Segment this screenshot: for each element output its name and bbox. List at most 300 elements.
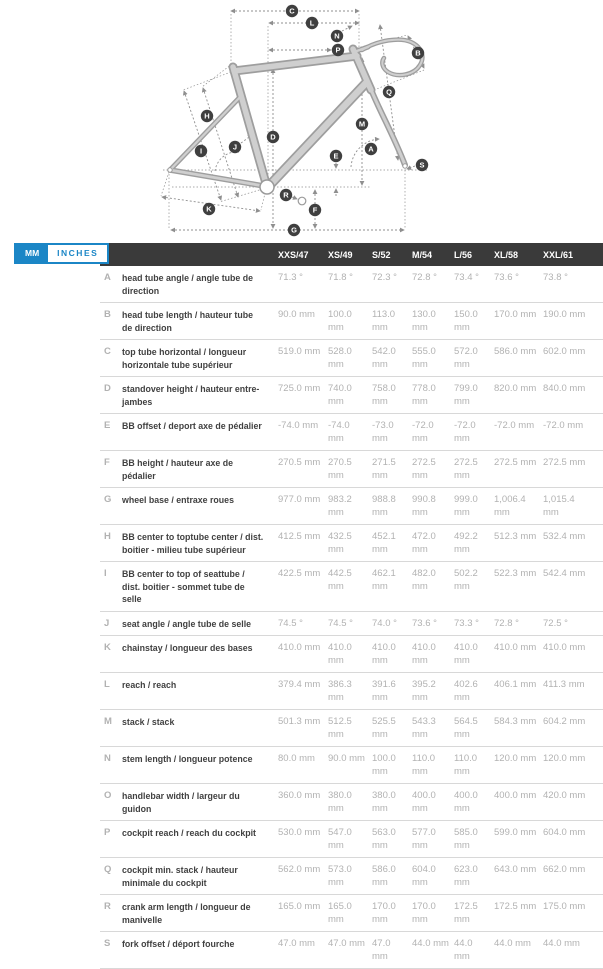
size-value-cell: [454, 303, 494, 340]
size-value-cell: [494, 895, 543, 932]
size-value: 100.0 mm: [328, 309, 352, 333]
diagram-label-H: [201, 110, 213, 122]
size-value-cell: [494, 340, 543, 377]
size-value: 72.8 °: [494, 617, 519, 629]
size-value-cell: [494, 784, 543, 821]
row-description-cell: [122, 525, 278, 562]
size-value-cell: [454, 340, 494, 377]
size-value-cell: [412, 932, 454, 969]
row-description-cell: [122, 747, 278, 784]
size-value: 172.5 mm: [454, 901, 478, 925]
geometry-row-G: [100, 488, 603, 525]
size-value: 410.0 mm: [543, 642, 586, 653]
size-value: 525.5 mm: [372, 716, 396, 740]
size-value-cell: [494, 562, 543, 612]
row-letter: H: [100, 525, 122, 562]
size-value: 113.0 mm: [372, 309, 396, 333]
size-value-cell: [543, 747, 603, 784]
size-value: 400.0 mm: [412, 790, 436, 814]
size-value: 411.3 mm: [543, 679, 585, 690]
diagram-label-K: [203, 203, 215, 215]
svg-text:F: F: [312, 205, 318, 215]
size-value-cell: [454, 611, 494, 636]
size-value: -72.0 mm: [412, 420, 434, 444]
column-header-size-XXL-61: XXL/61: [543, 243, 603, 266]
size-value-cell: [372, 747, 412, 784]
size-value: 532.4 mm: [543, 531, 586, 542]
row-letter: F: [100, 451, 122, 488]
row-letter: R: [100, 895, 122, 932]
size-value-cell: [543, 821, 603, 858]
size-value: 47.0 mm: [328, 938, 365, 949]
size-value: 44.0 mm: [412, 938, 449, 949]
size-value-cell: [543, 895, 603, 932]
size-value-cell: [372, 488, 412, 525]
diagram-label-L: [306, 17, 318, 29]
row-letter: P: [100, 821, 122, 858]
size-value-cell: [494, 821, 543, 858]
size-value-cell: [543, 414, 603, 451]
row-description-cell: [122, 414, 278, 451]
size-value: 73.6 °: [412, 617, 437, 629]
size-value-cell: [328, 784, 372, 821]
size-value: 120.0 mm: [543, 753, 586, 764]
size-value-cell: [454, 895, 494, 932]
size-value: 778.0 mm: [412, 383, 436, 407]
size-value: 577.0 mm: [412, 827, 436, 851]
size-value-cell: [278, 747, 328, 784]
size-value: 400.0 mm: [454, 790, 478, 814]
geometry-row-C: [100, 340, 603, 377]
diagram-label-A: [365, 143, 377, 155]
size-value-cell: [278, 377, 328, 414]
size-value: 100.0 mm: [372, 753, 396, 777]
geometry-row-Q: [100, 858, 603, 895]
size-value-cell: [494, 377, 543, 414]
diagram-label-E: [330, 150, 342, 162]
size-value: 410.0 mm: [494, 642, 537, 653]
size-value-cell: [372, 414, 412, 451]
dimension-lines: [161, 11, 429, 230]
size-value-cell: [278, 636, 328, 673]
geometry-table-section: [0, 243, 603, 969]
row-description-cell: [122, 895, 278, 932]
row-description: chainstay / longueur des bases: [122, 643, 253, 653]
size-value: 410.0 mm: [412, 642, 436, 666]
size-value: 379.4 mm: [278, 679, 321, 690]
diagram-label-R: [280, 189, 292, 201]
row-description: crank arm length / longueur de manivelle: [122, 902, 251, 925]
size-value: 410.0 mm: [278, 642, 321, 653]
size-value-cell: [494, 266, 543, 303]
diagram-label-B: [412, 47, 424, 59]
row-description-cell: [122, 303, 278, 340]
size-value-cell: [543, 525, 603, 562]
size-value-cell: [412, 784, 454, 821]
size-value: 165.0 mm: [328, 901, 352, 925]
size-value: 555.0 mm: [412, 346, 436, 370]
size-value-cell: [494, 710, 543, 747]
size-value-cell: [454, 377, 494, 414]
row-letter: C: [100, 340, 122, 377]
mm-button[interactable]: MM: [16, 245, 48, 262]
size-value-cell: [372, 932, 412, 969]
size-value-cell: [454, 414, 494, 451]
size-value-cell: [454, 488, 494, 525]
size-value-cell: [494, 747, 543, 784]
size-value: 74.0 °: [372, 617, 397, 629]
size-value: 410.0 mm: [372, 642, 396, 666]
size-value: 73.6 °: [494, 272, 519, 283]
svg-text:M: M: [358, 119, 366, 129]
size-value: 391.6 mm: [372, 679, 396, 703]
crank-end: [298, 197, 306, 205]
size-value: 71.3 °: [278, 272, 303, 283]
size-value-cell: [278, 525, 328, 562]
size-value-cell: [454, 747, 494, 784]
svg-text:P: P: [335, 45, 341, 55]
size-value: 492.2 mm: [454, 531, 478, 555]
row-description-cell: [122, 611, 278, 636]
size-value-cell: [372, 451, 412, 488]
row-description-cell: [122, 858, 278, 895]
row-description: head tube length / hauteur tube de direction: [122, 310, 253, 333]
size-value: 572.0 mm: [454, 346, 478, 370]
size-value-cell: [454, 932, 494, 969]
size-value: 270.5 mm: [328, 457, 352, 481]
size-value: 402.6 mm: [454, 679, 478, 703]
row-description: stack / stack: [122, 717, 175, 727]
size-value-cell: [543, 451, 603, 488]
size-value: 543.3 mm: [412, 716, 436, 740]
size-value-cell: [543, 488, 603, 525]
size-value: 725.0 mm: [278, 383, 321, 394]
size-header-row: [100, 243, 603, 266]
size-value: 71.8 °: [328, 272, 353, 283]
size-value: 73.8 °: [543, 272, 568, 283]
front-dropout: [403, 164, 407, 168]
size-value: 799.0 mm: [454, 383, 478, 407]
size-value: 840.0 mm: [543, 383, 586, 394]
size-value-cell: [328, 340, 372, 377]
size-value-cell: [328, 266, 372, 303]
row-description-cell: [122, 488, 278, 525]
diagram-label-M: [356, 118, 368, 130]
size-value: 412.5 mm: [278, 531, 321, 542]
svg-text:N: N: [334, 31, 340, 41]
size-value: 90.0 mm: [328, 753, 365, 764]
size-value: 564.5 mm: [454, 716, 478, 740]
size-value-cell: [278, 673, 328, 710]
size-value: 410.0 mm: [454, 642, 478, 666]
size-value-cell: [372, 340, 412, 377]
size-value-cell: [494, 525, 543, 562]
svg-text:J: J: [232, 142, 238, 152]
size-value: -73.0 mm: [372, 420, 394, 444]
size-value-cell: [454, 266, 494, 303]
size-value-cell: [543, 562, 603, 612]
row-description: BB height / hauteur axe de pédalier: [122, 458, 233, 481]
size-value: 175.0 mm: [543, 901, 586, 912]
size-value: 360.0 mm: [278, 790, 321, 801]
inches-button[interactable]: INCHES: [48, 245, 107, 262]
geometry-row-P: [100, 821, 603, 858]
size-value-cell: [494, 488, 543, 525]
size-value-cell: [412, 525, 454, 562]
size-value: 272.5 mm: [412, 457, 436, 481]
geometry-row-E: [100, 414, 603, 451]
size-value-cell: [328, 414, 372, 451]
size-value-cell: [543, 932, 603, 969]
size-value-cell: [278, 414, 328, 451]
size-value: 47.0 mm: [278, 938, 315, 949]
column-header-size-XL-58: XL/58: [494, 243, 543, 266]
diagram-label-I: [195, 145, 207, 157]
size-value: 585.0 mm: [454, 827, 478, 851]
size-value-cell: [454, 451, 494, 488]
size-value-cell: [543, 303, 603, 340]
size-value-cell: [328, 858, 372, 895]
size-value: 380.0 mm: [372, 790, 396, 814]
size-value-cell: [328, 525, 372, 562]
row-description-cell: [122, 340, 278, 377]
svg-text:Q: Q: [386, 87, 392, 97]
size-value-cell: [372, 525, 412, 562]
size-value-cell: [454, 710, 494, 747]
size-value: 190.0 mm: [543, 309, 586, 320]
column-header-size-XXS-47: XXS/47: [278, 243, 328, 266]
size-value-cell: [278, 932, 328, 969]
size-value: 272.5 mm: [454, 457, 478, 481]
size-value-cell: [328, 303, 372, 340]
row-description: cockpit reach / reach du cockpit: [122, 828, 256, 838]
size-value: 420.0 mm: [543, 790, 586, 801]
size-value: 1,015.4 mm: [543, 494, 575, 518]
svg-text:D: D: [270, 132, 276, 142]
size-value: 542.4 mm: [543, 568, 586, 579]
size-value-cell: [372, 266, 412, 303]
column-header-size-S-52: S/52: [372, 243, 412, 266]
size-value-cell: [543, 340, 603, 377]
svg-text:C: C: [289, 6, 295, 16]
svg-text:G: G: [291, 225, 297, 235]
size-value: 165.0 mm: [278, 901, 321, 912]
size-value: 820.0 mm: [494, 383, 537, 394]
size-value-cell: [278, 340, 328, 377]
row-description: BB offset / deport axe de pédalier: [122, 421, 262, 431]
size-value: 530.0 mm: [278, 827, 321, 838]
size-value-cell: [372, 611, 412, 636]
size-value-cell: [278, 488, 328, 525]
size-value-cell: [372, 673, 412, 710]
size-value: 999.0 mm: [454, 494, 478, 518]
row-description: BB center to top of seattube / dist. boitier - sommet tube de selle: [122, 569, 245, 604]
size-value: 519.0 mm: [278, 346, 321, 357]
size-value: 90.0 mm: [278, 309, 315, 320]
size-value-cell: [412, 562, 454, 612]
size-value-cell: [412, 451, 454, 488]
svg-text:H: H: [204, 111, 210, 121]
size-value: 604.2 mm: [543, 716, 586, 727]
size-value-cell: [278, 451, 328, 488]
size-value: 120.0 mm: [494, 753, 537, 764]
size-value-cell: [454, 562, 494, 612]
diagram-label-S: [416, 159, 428, 171]
size-value-cell: [454, 821, 494, 858]
geometry-table: [100, 243, 603, 969]
size-value-cell: [543, 673, 603, 710]
row-description-cell: [122, 710, 278, 747]
size-value-cell: [412, 710, 454, 747]
row-description: handlebar width / largeur du guidon: [122, 791, 240, 814]
row-description-cell: [122, 636, 278, 673]
row-description-cell: [122, 451, 278, 488]
geometry-row-D: [100, 377, 603, 414]
size-value-cell: [543, 266, 603, 303]
size-value-cell: [372, 303, 412, 340]
size-value-cell: [494, 451, 543, 488]
size-value: 380.0 mm: [328, 790, 352, 814]
size-value: 604.0 mm: [543, 827, 586, 838]
row-description-cell: [122, 377, 278, 414]
size-value-cell: [372, 784, 412, 821]
svg-text:A: A: [368, 144, 374, 154]
size-value-cell: [494, 673, 543, 710]
row-description: fork offset / déport fourche: [122, 939, 235, 949]
size-value: 522.3 mm: [494, 568, 537, 579]
size-value-cell: [412, 747, 454, 784]
size-value-cell: [328, 747, 372, 784]
geometry-row-S: [100, 932, 603, 969]
size-value: 758.0 mm: [372, 383, 396, 407]
size-value-cell: [328, 636, 372, 673]
row-letter: N: [100, 747, 122, 784]
size-value-cell: [454, 673, 494, 710]
size-value: 562.0 mm: [278, 864, 321, 875]
row-description-cell: [122, 673, 278, 710]
row-letter: E: [100, 414, 122, 451]
size-value: 72.5 °: [543, 617, 568, 629]
size-value: 547.0 mm: [328, 827, 352, 851]
row-description-cell: [122, 821, 278, 858]
size-value-cell: [454, 636, 494, 673]
size-value-cell: [494, 858, 543, 895]
size-value: 990.8 mm: [412, 494, 436, 518]
diagram-label-Q: [383, 86, 395, 98]
size-value: 80.0 mm: [278, 753, 315, 764]
size-value: 130.0 mm: [412, 309, 436, 333]
size-value: 73.4 °: [454, 272, 479, 283]
size-value: 422.5 mm: [278, 568, 321, 579]
row-description: seat angle / angle tube de selle: [122, 618, 252, 629]
size-value-cell: [543, 611, 603, 636]
size-value-cell: [543, 636, 603, 673]
geometry-row-H: [100, 525, 603, 562]
size-value: 643.0 mm: [494, 864, 537, 875]
row-letter: Q: [100, 858, 122, 895]
header-spacer: [100, 243, 278, 266]
svg-text:B: B: [415, 48, 421, 58]
size-value-cell: [328, 895, 372, 932]
size-value: 512.5 mm: [328, 716, 352, 740]
size-value-cell: [278, 895, 328, 932]
size-value-cell: [454, 858, 494, 895]
row-description: BB center to toptube center / dist. boitier - milieu tube supérieur: [122, 532, 264, 555]
size-value: 988.8 mm: [372, 494, 396, 518]
size-value: 44.0 mm: [543, 938, 580, 949]
size-value: 740.0 mm: [328, 383, 352, 407]
geometry-row-K: [100, 636, 603, 673]
row-description: top tube horizontal / longueur horizontale tube supérieur: [122, 347, 247, 370]
row-letter: J: [100, 611, 122, 636]
size-value-cell: [412, 611, 454, 636]
size-value-cell: [328, 562, 372, 612]
size-value: 110.0 mm: [454, 753, 478, 777]
row-letter: L: [100, 673, 122, 710]
row-letter: G: [100, 488, 122, 525]
size-value-cell: [278, 266, 328, 303]
size-value-cell: [328, 821, 372, 858]
size-value: 400.0 mm: [494, 790, 537, 801]
row-description: cockpit min. stack / hauteur minimale du cockpit: [122, 865, 238, 888]
size-value: 74.5 °: [278, 617, 303, 629]
svg-text:K: K: [206, 204, 212, 214]
geometry-row-R: [100, 895, 603, 932]
diagram-label-J: [229, 141, 241, 153]
size-value-cell: [494, 414, 543, 451]
size-value: 406.1 mm: [494, 679, 537, 690]
units-toggle: [14, 243, 109, 264]
size-value: 74.5 °: [328, 617, 353, 629]
geometry-row-F: [100, 451, 603, 488]
size-value: 502.2 mm: [454, 568, 478, 592]
geometry-row-I: [100, 562, 603, 612]
svg-text:E: E: [333, 151, 339, 161]
size-value: 442.5 mm: [328, 568, 352, 592]
row-letter: K: [100, 636, 122, 673]
size-value: 573.0 mm: [328, 864, 352, 888]
size-value-cell: [412, 340, 454, 377]
size-value: 977.0 mm: [278, 494, 321, 505]
row-description: standover height / hauteur entre-jambes: [122, 384, 260, 407]
size-value: 72.8 °: [412, 272, 437, 283]
row-description: stem length / longueur potence: [122, 754, 253, 764]
svg-text:R: R: [283, 190, 289, 200]
row-letter: S: [100, 932, 122, 969]
row-letter: D: [100, 377, 122, 414]
size-value-cell: [494, 636, 543, 673]
size-value: 542.0 mm: [372, 346, 396, 370]
size-value-cell: [454, 784, 494, 821]
size-value: -72.0 mm: [543, 420, 584, 431]
geometry-row-N: [100, 747, 603, 784]
geometry-row-L: [100, 673, 603, 710]
size-value: 983.2 mm: [328, 494, 352, 518]
size-value: 386.3 mm: [328, 679, 352, 703]
size-value-cell: [454, 525, 494, 562]
size-value: 1,006.4 mm: [494, 494, 526, 518]
row-description: reach / reach: [122, 680, 177, 690]
size-value: 272.5 mm: [494, 457, 537, 468]
row-description: head tube angle / angle tube de direction: [122, 273, 253, 296]
size-value: 604.0 mm: [412, 864, 436, 888]
bike-frame-illustration: [168, 40, 423, 205]
size-value-cell: [412, 303, 454, 340]
diagram-label-P: [332, 44, 344, 56]
size-value-cell: [494, 303, 543, 340]
size-value: 44.0 mm: [454, 938, 473, 962]
size-value: 623.0 mm: [454, 864, 478, 888]
